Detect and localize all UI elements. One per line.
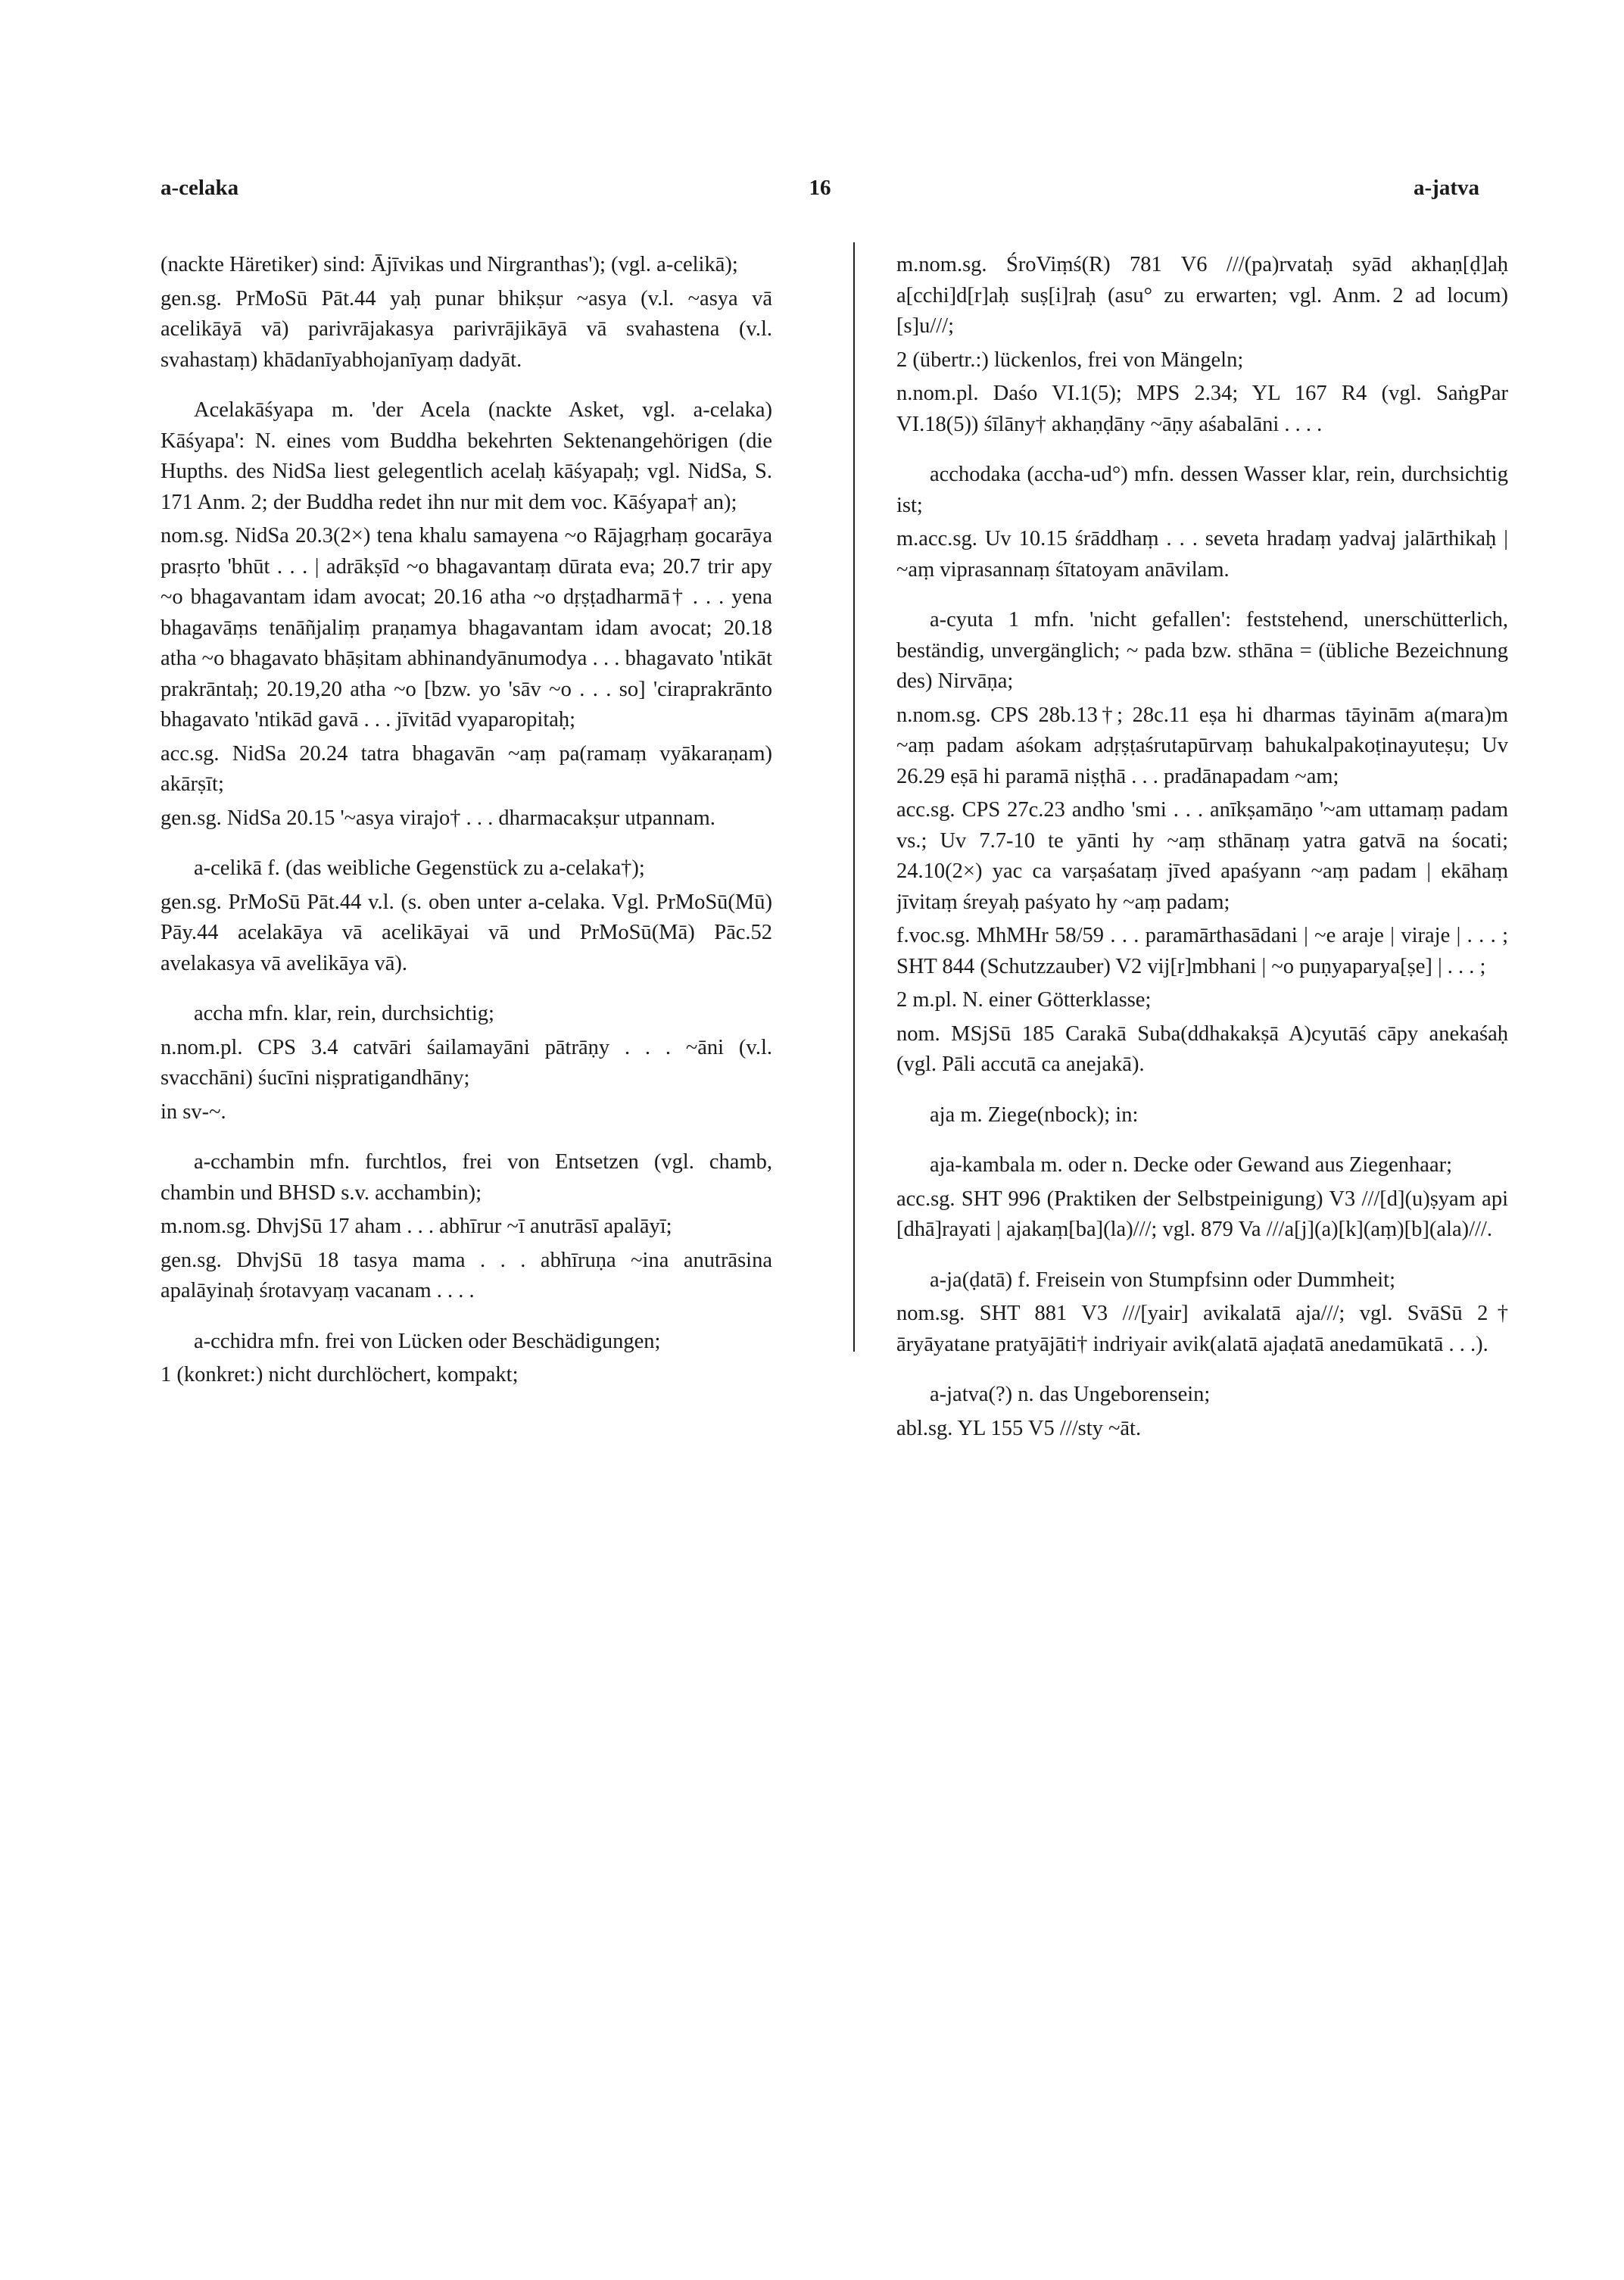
entry-citation: m.acc.sg. Uv 10.15 śrāddhaṃ . . . seveta hradaṃ yadvaj jalārthikaḥ | ~aṃ viprasannaṃ śītatoyam anāvilam.: [896, 527, 1508, 582]
right-column: [896, 250, 1508, 2249]
entry-citation: m.nom.sg. ŚroViṃś(R) 781 V6 ///(pa)rvataḥ syād akhaṇ[ḍ]aḥ a[cchi]d[r]aḥ suṣ[i]raḥ (asu° zu erwarten; vgl. Anm. 2 ad locum) [s]u///;: [896, 253, 1508, 338]
entry-headword: a-cchidra mfn. frei von Lücken oder Beschädigungen;: [194, 1329, 661, 1353]
left-column: [161, 250, 772, 2249]
entry-citation: n.nom.pl. CPS 3.4 catvāri śailamayāni pātrāṇy . . . ~āni (v.l. svacchāni) śucīni niṣpratigandhāny;: [161, 1035, 772, 1090]
column-divider: [853, 242, 855, 1352]
entry-citation: nom.sg. SHT 881 V3 ///[yair] avikalatā aja///; vgl. SvāSū 2† āryāyatane pratyājāti† indriyair avik(alatā ajaḍatā anedamūkatā . . .).: [896, 1302, 1508, 1356]
entry-citation: gen.sg. NidSa 20.15 '~asya virajo† . . . dharmacakṣur utpannam.: [161, 806, 715, 830]
entry-text: (nackte Häretiker) sind: Ājīvikas und Nirgranthas'); (vgl. a-celikā);: [161, 253, 738, 276]
entry-headword: aja m. Ziege(nbock); in:: [930, 1103, 1139, 1127]
entry-citation: gen.sg. PrMoSū Pāt.44 v.l. (s. oben unter a-celaka. Vgl. PrMoSū(Mū) Pāy.44 acelakāya vā acelikāyai vā und PrMoSū(Mā) Pāc.52 avelakasya vā avelikāya vā).: [161, 890, 772, 975]
entry-headword: a-jatva(?) n. das Ungeborensein;: [930, 1383, 1211, 1406]
running-head: [161, 176, 1479, 206]
entry-headword: a-cyuta 1 mfn. 'nicht gefallen': feststehend, unerschütterlich, beständig, unvergänglich; ~ pada bzw. sthāna = (übliche Bezeichnung des) Nirvāṇa;: [896, 608, 1508, 693]
entry-citation: acc.sg. CPS 27c.23 andho 'smi . . . anīkṣamāṇo '~am uttamaṃ padam vs.; Uv 7.7-10 te yānti hy ~aṃ sthānaṃ yatra gatvā na śocati; 24.10(2×) yac ca varṣaśataṃ jīved apaśyann ~aṃ padam | ekāhaṃ jīvitaṃ śreyaḥ paśyato hy ~aṃ padam;: [896, 798, 1508, 914]
entry-citation: nom. MSjSū 185 Carakā Suba(ddhakakṣā A)cyutāś cāpy anekaśaḥ (vgl. Pāli accutā ca anejakā).: [896, 1021, 1508, 1076]
entry-cross-reference: in sv-~.: [161, 1099, 226, 1124]
entry-citation: acc.sg. NidSa 20.24 tatra bhagavān ~aṃ pa(ramaṃ vyākaraṇam) akārṣīt;: [161, 741, 772, 796]
header-right-catchword: a-jatva: [1414, 176, 1479, 200]
entry-citation: n.nom.sg. CPS 28b.13†; 28c.11 eṣa hi dharmas tāyinām a(mara)m ~aṃ padam aśokam adṛṣṭaśrutapūrvaṃ bahukalpakoṭinayuteṣu; Uv 26.29 eṣā hi paramā niṣṭhā . . . pradānapadam ~am;: [896, 703, 1508, 788]
entry-headword: Acelakāśyapa m. 'der Acela (nackte Asket, vgl. a-celaka) Kāśyapa': N. eines vom Buddha bekehrten Sektenangehörigen (die Hupths. des NidSa liest gelegentlich acelaḥ kāśyapaḥ; vgl. NidSa, S. 171 Anm. 2; der Buddha redet ihn nur mit dem voc. Kāśyapa† an);: [161, 398, 772, 514]
entry-headword: a-cchambin mfn. furchtlos, frei von Entsetzen (vgl. chamb, chambin und BHSD s.v. acchambin);: [161, 1150, 772, 1205]
entry-citation: abl.sg. YL 155 V5 ///sty ~āt.: [896, 1416, 1142, 1440]
entry-sense: 2 m.pl. N. einer Götterklasse;: [896, 988, 1152, 1012]
entry-headword: accha mfn. klar, rein, durchsichtig;: [194, 1002, 494, 1025]
entry-headword: aja-kambala m. oder n. Decke oder Gewand aus Ziegenhaar;: [930, 1153, 1453, 1177]
entry-citation: nom.sg. NidSa 20.3(2×) tena khalu samayena ~o Rājagṛhaṃ gocarāya prasṛto 'bhūt . . . | adrākṣīd ~o bhagavantaṃ dūrata eva; 20.7 trir apy ~o bhagavantam idam avocat; 20.16 atha ~o dṛṣṭadharmā† . . . yena bhagavāṃs tenāñjaliṃ praṇamya bhagavantam idam avocat; 20.18 atha ~o bhagavato bhāṣitam abhinandyānumodya . . . bhagavato 'ntikāt prakrāntaḥ; 20.19,20 atha ~o [bzw. yo 'sāv ~o . . . so] 'ciraprakrānto bhagavato 'ntikād gavā . . . jīvitād vyaparopitaḥ;: [161, 524, 772, 731]
entry-citation: gen.sg. PrMoSū Pāt.44 yaḥ punar bhikṣur ~asya (v.l. ~asya vā acelikāyā vā) parivrājakasya parivrājikāyā vā svahastena (v.l. svahastaṃ) khādanīyabhojanīyaṃ dadyāt.: [161, 286, 772, 372]
entry-citation: m.nom.sg. DhvjSū 17 aham . . . abhīrur ~ī anutrāsī apalāyī;: [161, 1215, 672, 1238]
entry-citation: n.nom.pl. Daśo VI.1(5); MPS 2.34; YL 167 R4 (vgl. SaṅgPar VI.18(5)) śīlāny† akhaṇḍāny ~āṇy aśabalāni . . . .: [896, 382, 1508, 436]
entry-headword: a-ja(ḍatā) f. Freisein von Stumpfsinn oder Dummheit;: [930, 1268, 1395, 1292]
entry-citation: acc.sg. SHT 996 (Praktiken der Selbstpeinigung) V3 ///[d](u)ṣyam api [dhā]rayati | ajakaṃ[ba](la)///; vgl. 879 Va ///a[j](a)[k](aṃ)[b](ala)///.: [896, 1187, 1508, 1241]
entry-sense: 2 (übertr.:) lückenlos, frei von Mängeln;: [896, 348, 1244, 372]
entry-sense: 1 (konkret:) nicht durchlöchert, kompakt;: [161, 1363, 519, 1386]
entry-citation: f.voc.sg. MhMHr 58/59 . . . paramārthasādani | ~e araje | viraje | . . . ; SHT 844 (Schutzzauber) V2 vij[r]mbhani | ~o puṇyaparya[ṣe] | . . . ;: [896, 924, 1508, 978]
entry-headword: acchodaka (accha-ud°) mfn. dessen Wasser klar, rein, durchsichtig ist;: [896, 463, 1508, 517]
entry-citation: gen.sg. DhvjSū 18 tasya mama . . . abhīruṇa ~ina anutrāsina apalāyinaḥ śrotavyaṃ vacanam . . . .: [161, 1248, 772, 1302]
page-number: 16: [809, 176, 831, 200]
header-left-catchword: a-celaka: [161, 176, 239, 200]
entry-headword: a-celikā f. (das weibliche Gegenstück zu a-celaka†);: [194, 856, 645, 880]
